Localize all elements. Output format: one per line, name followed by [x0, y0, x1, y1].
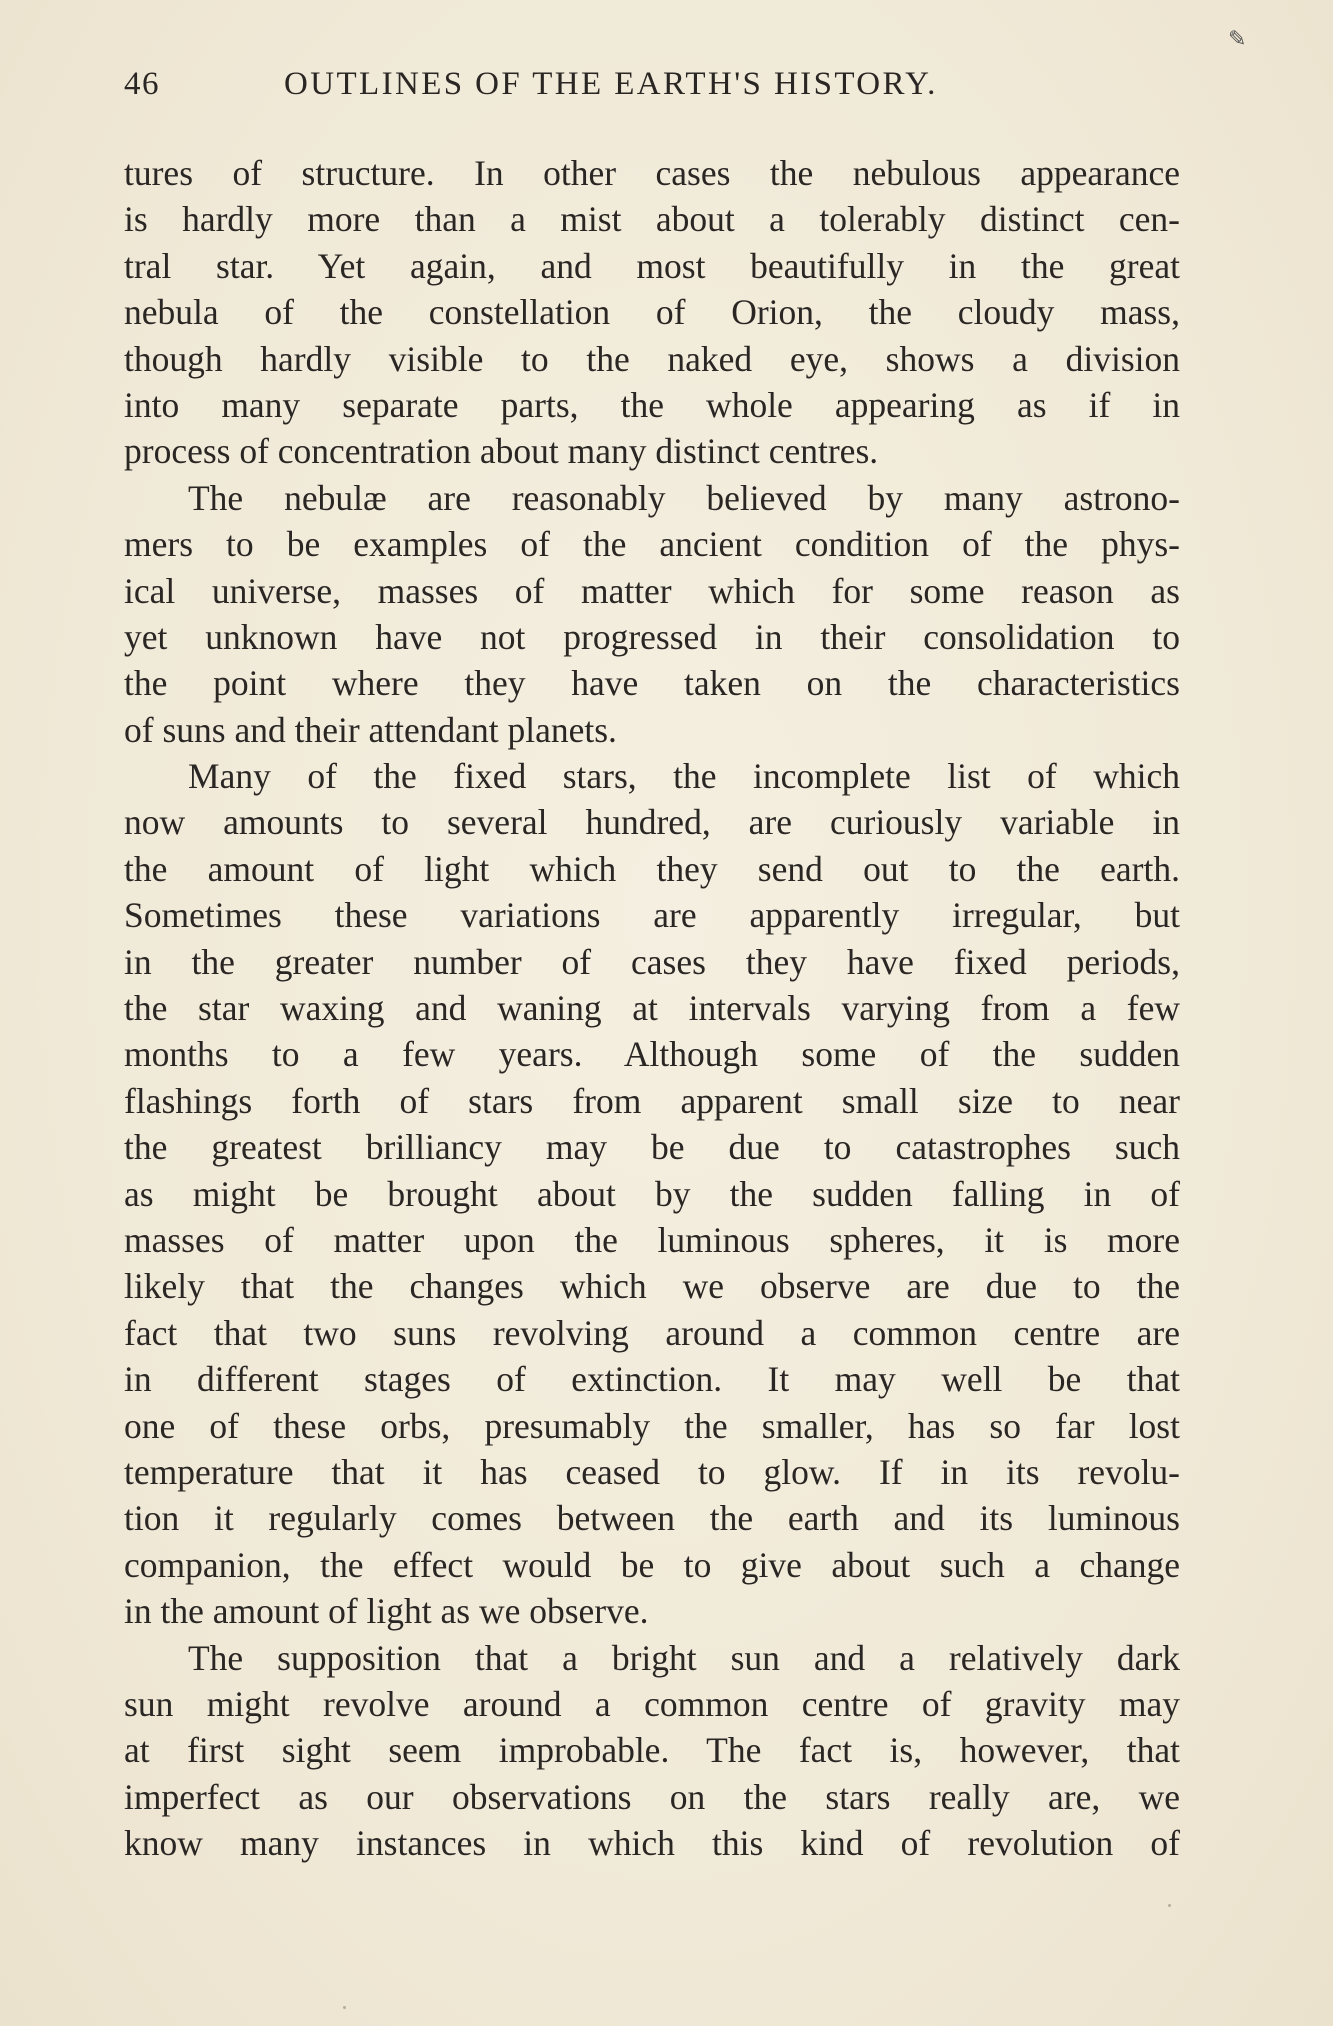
- text-line: nebula of the constellation of Orion, the cloudy mass,: [124, 292, 1180, 333]
- text-line: flashings forth of stars from apparent small size to near: [124, 1080, 1180, 1121]
- text-line: sun might revolve around a common centre of gravity may: [124, 1683, 1180, 1724]
- text-line: the star waxing and waning at intervals varying from a few: [124, 988, 1180, 1029]
- text-line: of suns and their attendant planets.: [124, 709, 617, 750]
- text-line: companion, the effect would be to give about such a change: [124, 1544, 1180, 1585]
- text-line: Sometimes these variations are apparently irregular, but: [124, 895, 1180, 936]
- text-line: know many instances in which this kind of revolution of: [124, 1823, 1180, 1864]
- text-line: one of these orbs, presumably the smaller, has so far lost: [124, 1405, 1180, 1446]
- text-line: as might be brought about by the sudden falling in of: [124, 1173, 1180, 1214]
- text-line: temperature that it has ceased to glow. If in its revolu-: [124, 1451, 1180, 1492]
- text-line: tion it regularly comes between the earth and its luminous: [124, 1498, 1180, 1539]
- text-line: mers to be examples of the ancient condition of the phys-: [124, 524, 1180, 565]
- text-line: the greatest brilliancy may be due to catastrophes such: [124, 1127, 1180, 1168]
- text-line: into many separate parts, the whole appearing as if in: [124, 384, 1180, 425]
- text-line: ical universe, masses of matter which for some reason as: [124, 570, 1180, 611]
- paper-speck: [343, 2006, 346, 2009]
- text-line: in different stages of extinction. It may well be that: [124, 1359, 1180, 1400]
- paragraph-start-line: Many of the fixed stars, the incomplete list of which: [188, 756, 1180, 797]
- paper-speck: [1168, 1904, 1171, 1907]
- text-line: yet unknown have not progressed in their consolidation to: [124, 616, 1180, 657]
- text-line: tures of structure. In other cases the nebulous appearance: [124, 153, 1180, 193]
- text-line: in the greater number of cases they have fixed periods,: [124, 941, 1180, 982]
- running-title: OUTLINES OF THE EARTH'S HISTORY.: [284, 66, 938, 102]
- text-line: tral star. Yet again, and most beautifully in the great: [124, 245, 1180, 286]
- text-line: is hardly more than a mist about a tolerably distinct cen-: [124, 199, 1180, 240]
- running-head: [124, 66, 1180, 116]
- text-line: imperfect as our observations on the stars really are, we: [124, 1776, 1180, 1817]
- body-text: [124, 150, 1180, 1866]
- text-line: in the amount of light as we observe.: [124, 1591, 649, 1632]
- text-line: likely that the changes which we observe are due to the: [124, 1266, 1180, 1307]
- text-line: process of concentration about many distinct centres.: [124, 431, 879, 472]
- text-line: masses of matter upon the luminous spheres, it is more: [124, 1219, 1180, 1260]
- text-line: though hardly visible to the naked eye, shows a division: [124, 338, 1180, 379]
- paragraph-start-line: The supposition that a bright sun and a relatively dark: [188, 1637, 1180, 1678]
- page-number: 46: [124, 66, 160, 102]
- text-line: the point where they have taken on the characteristics: [124, 663, 1180, 704]
- text-line: at first sight seem improbable. The fact is, however, that: [124, 1730, 1180, 1771]
- text-line: months to a few years. Although some of the sudden: [124, 1034, 1180, 1075]
- corner-mark: ✎: [1228, 26, 1247, 51]
- text-line: fact that two suns revolving around a common centre are: [124, 1312, 1180, 1353]
- paragraph-start-line: The nebulæ are reasonably believed by many astrono-: [188, 477, 1180, 518]
- text-line: now amounts to several hundred, are curiously variable in: [124, 802, 1180, 843]
- text-line: the amount of light which they send out to the earth.: [124, 848, 1180, 889]
